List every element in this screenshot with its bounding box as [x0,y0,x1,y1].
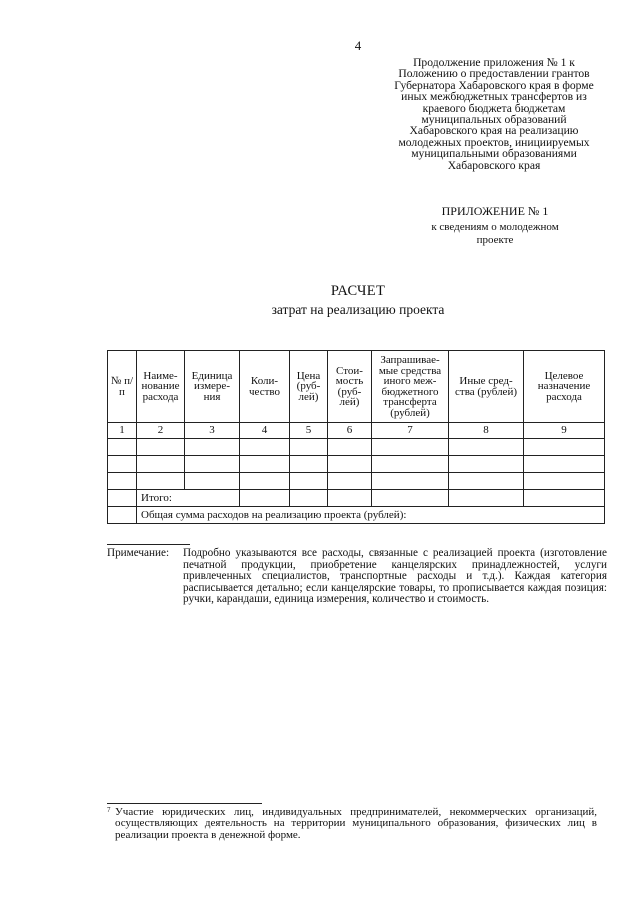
table-cell [240,490,290,507]
column-header: № п/п [108,351,137,423]
header-line: муниципальными образованиями [411,147,577,161]
page-number: 4 [354,38,362,53]
table-cell [185,439,240,456]
column-number: 9 [524,423,605,439]
column-header: Цена (руб-лей) [290,351,328,423]
appendix-line: к сведениям о молодежном [431,221,559,233]
table-cell [240,439,290,456]
table-cell [137,456,185,473]
appendix-title: ПРИЛОЖЕНИЕ № 1 [441,204,549,218]
table-cell [137,439,185,456]
header-line: Хабаровского края [447,158,541,172]
column-number: 3 [185,423,240,439]
table-cell [328,473,372,490]
note-label: Примечание: [107,547,170,559]
table-cell [108,439,137,456]
column-number: 1 [108,423,137,439]
table-row [108,473,605,490]
note-divider [107,544,190,545]
note-text: Подробно указываются все расходы, связанные с реализацией проекта (изготовление печатной продукции, приобретение канцелярских принадлежностей, услуги привлеченных специалистов, транспортные расходы и т.д.). Каждая категория расписывается детально; если канцелярские товары, то прописывается каждая позиция: ручки, карандаши, единица измерения, количество и стоимость. [183,547,607,606]
column-number: 7 [372,423,449,439]
table-cell [328,456,372,473]
table-cell [372,439,449,456]
table-cell [240,456,290,473]
table-row [108,439,605,456]
table-cell [372,490,449,507]
column-header: Коли-чество [240,351,290,423]
sum-label: Общая сумма расходов на реализацию проекта (рублей): [137,507,605,524]
column-number: 4 [240,423,290,439]
table-cell [524,439,605,456]
table-cell [328,490,372,507]
footnote-divider [107,803,262,804]
table-cell [240,473,290,490]
column-number: 2 [137,423,185,439]
document-title: РАСЧЕТ [330,283,386,299]
header-line: муниципальных образований [421,113,567,127]
table-cell [108,473,137,490]
table-cell [108,507,137,524]
appendix-block [400,204,590,247]
footnote-text: Участие юридических лиц, индивидуальных предпринимателей, некоммерческих организаций, осуществляющих деятельность на территории муниципального образования, физических лиц в реализации проекта в денежной форме. [115,806,597,841]
header-line: Хабаровского края на реализацию [409,124,579,138]
total-row [108,490,605,507]
table-cell [185,456,240,473]
table-cell [290,490,328,507]
column-number: 6 [328,423,372,439]
column-header: Стои-мость (руб-лей) [328,351,372,423]
table-header-row [108,351,605,423]
table-cell [290,473,328,490]
table-cell [524,456,605,473]
footnote-mark: 7 [107,806,111,814]
table-cell [185,473,240,490]
header-line: молодежных проектов, инициируемых [398,135,590,149]
column-header: Запрашивае-мые средства иного меж-бюджетного трансферта (рублей) [372,351,449,423]
table-cell [449,439,524,456]
header-line: иных межбюджетных трансфертов из [401,90,587,104]
table-cell [290,456,328,473]
header-line: Продолжение приложения № 1 к [413,56,575,69]
column-number-row [108,423,605,439]
table-cell [328,439,372,456]
total-label: Итого: [137,490,240,507]
appendix-continuation-header [384,57,604,171]
table-row [108,456,605,473]
table-cell [137,473,185,490]
footnote-block [107,807,597,841]
table-cell [108,456,137,473]
column-header: Наиме-нование расхода [137,351,185,423]
table-cell [372,456,449,473]
table-cell [290,439,328,456]
appendix-line: проекте [476,234,514,246]
table-cell [449,473,524,490]
column-header: Целевое назначение расхода [524,351,605,423]
table-cell [372,473,449,490]
sum-row [108,507,605,524]
cost-table [107,350,605,524]
column-number: 5 [290,423,328,439]
table-cell [524,473,605,490]
table-cell [108,490,137,507]
column-header: Иные сред-ства (рублей) [449,351,524,423]
document-subtitle: затрат на реализацию проекта [271,302,445,317]
column-number: 8 [449,423,524,439]
note-block [107,548,607,606]
column-header: Единица измере-ния [185,351,240,423]
header-line: Положению о предоставлении грантов [398,67,590,81]
table-cell [449,490,524,507]
table-cell [449,456,524,473]
header-line: краевого бюджета бюджетам [422,101,566,115]
table-cell [524,490,605,507]
header-line: Губернатора Хабаровского края в форме [394,78,594,92]
